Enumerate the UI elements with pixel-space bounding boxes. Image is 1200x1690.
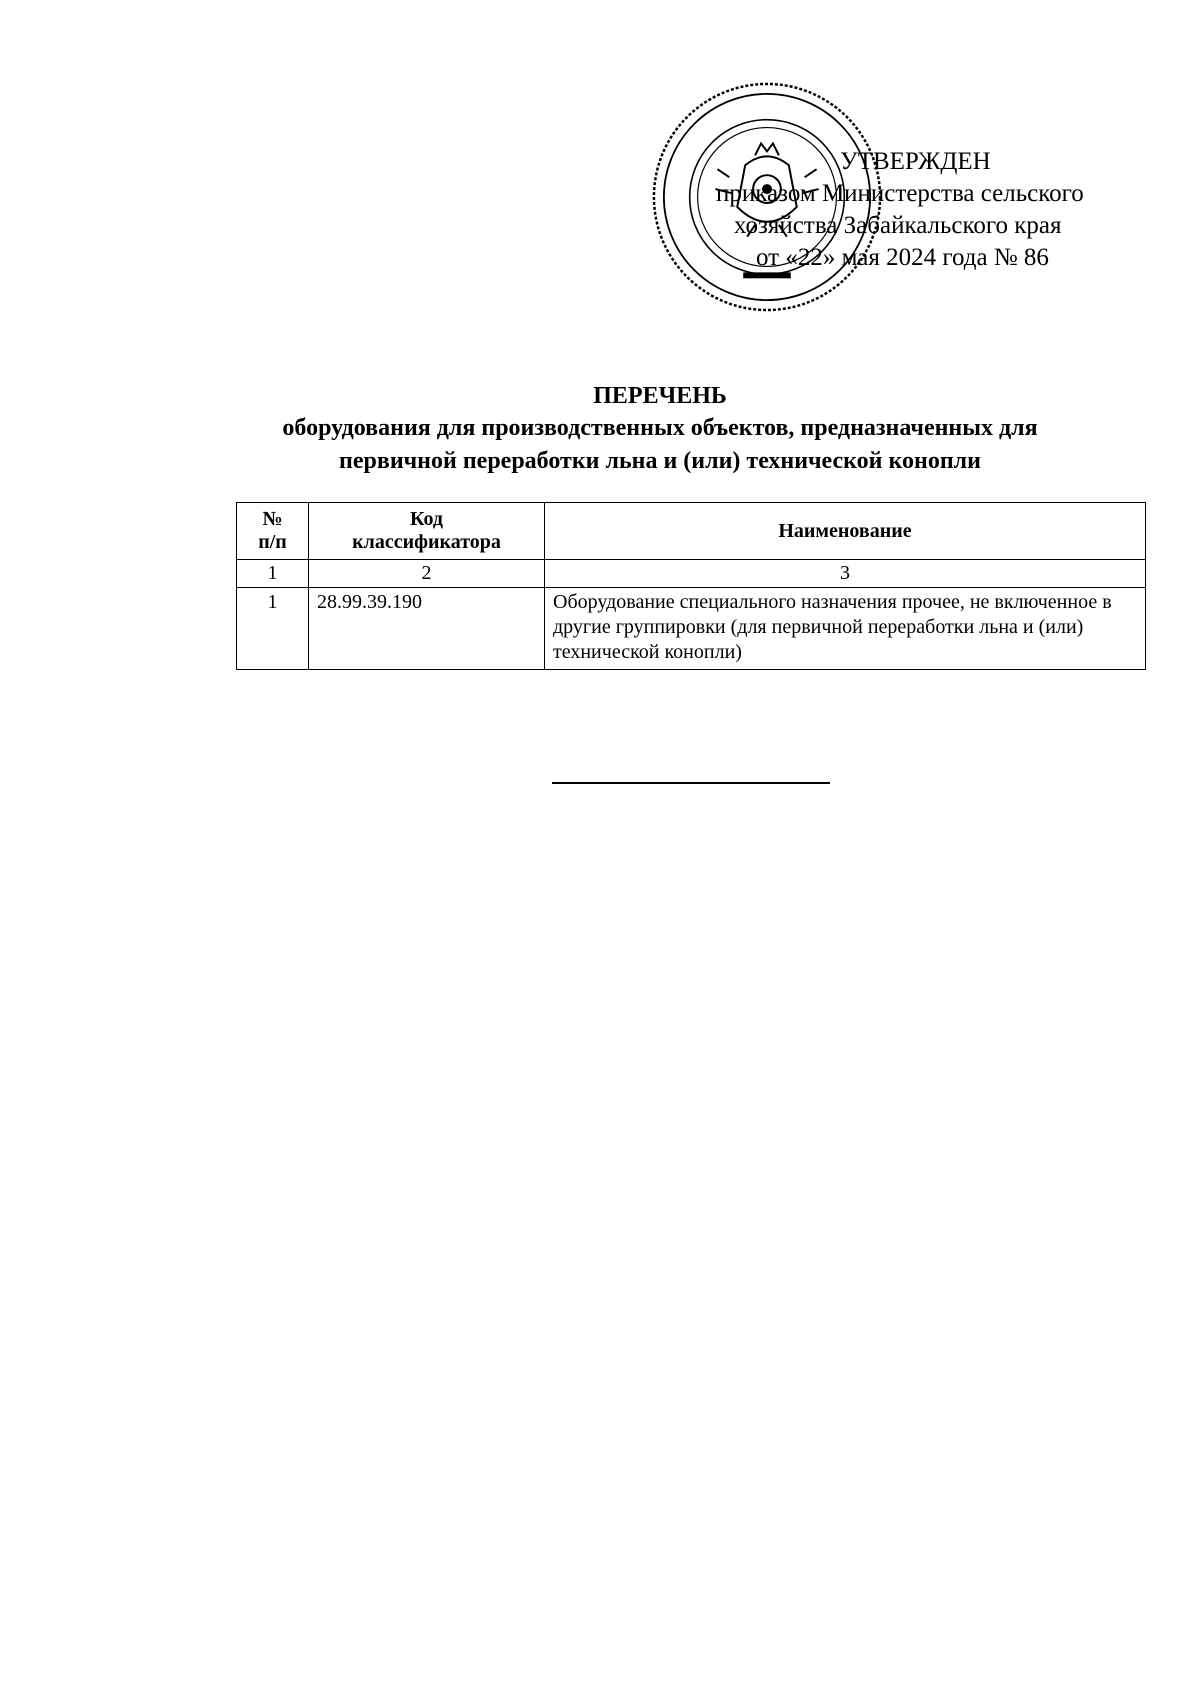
end-separator-line	[552, 782, 830, 784]
header-name: Наименование	[545, 503, 1146, 560]
column-number-3: 3	[545, 560, 1146, 588]
row-code: 28.99.39.190	[309, 588, 545, 670]
document-title: ПЕРЕЧЕНЬ	[593, 383, 727, 409]
column-number-1: 1	[237, 560, 309, 588]
header-code: Код классификатора	[309, 503, 545, 560]
row-number: 1	[237, 588, 309, 670]
column-number-2: 2	[309, 560, 545, 588]
approval-order-line: приказом Министерства сельского	[716, 180, 1084, 207]
approval-date-line: от «22» мая 2024 года № 86	[756, 244, 1049, 271]
equipment-table	[236, 502, 1146, 670]
column-number-row	[237, 560, 1146, 588]
document-subtitle-line1: оборудования для производственных объектов, предназначенных для	[282, 415, 1038, 442]
document-subtitle-line2: первичной переработки льна и (или) технической конопли	[339, 447, 981, 474]
document-heading	[180, 380, 1140, 477]
approval-title: УТВЕРЖДЕН	[840, 148, 991, 175]
approval-ministry-line: хозяйства Забайкальского края	[734, 212, 1062, 239]
header-number: № п/п	[237, 503, 309, 560]
table-header-row	[237, 503, 1146, 560]
table-row	[237, 588, 1146, 670]
approval-block	[700, 146, 1170, 274]
row-name: Оборудование специального назначения прочее, не включенное в другие группировки (для первичной переработки льна и (или) технической конопли)	[545, 588, 1146, 670]
